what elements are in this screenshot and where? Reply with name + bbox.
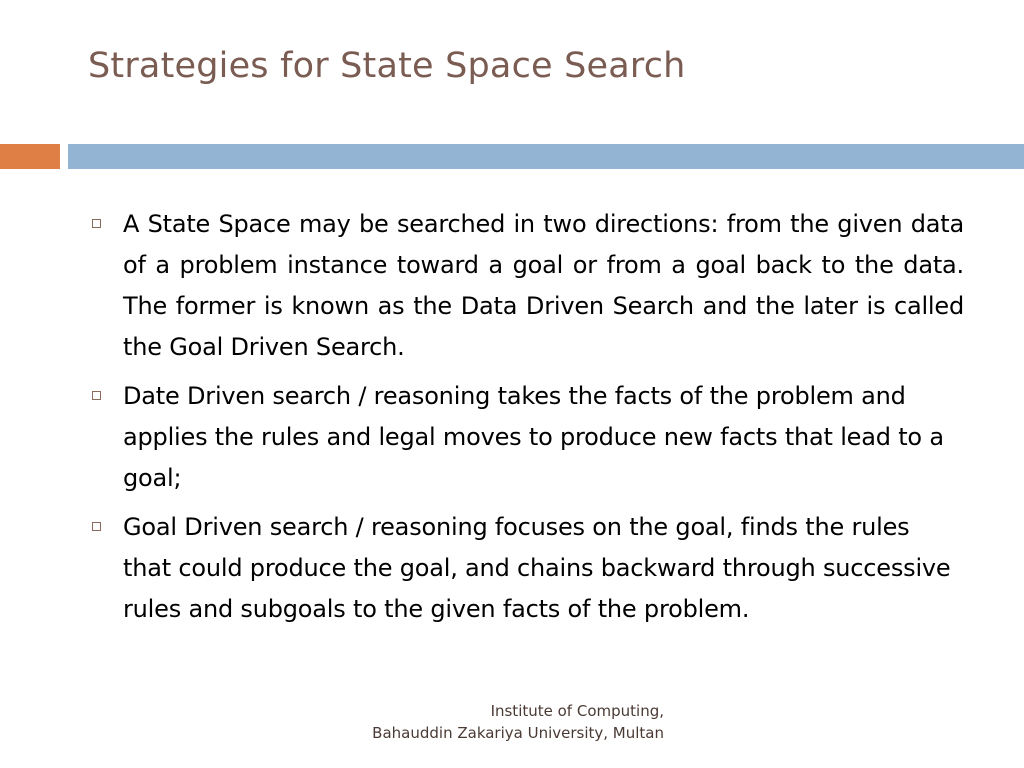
square-bullet-icon [92, 391, 101, 400]
footer-university: Bahauddin Zakariya University, Multan [372, 724, 664, 742]
bullet-text: A State Space may be searched in two directions: from the given data of a problem instance toward a goal or from a goal back to the data. The former is known as the Data Driven Search and the later is called the Goal Driven Search. [123, 210, 964, 361]
accent-bar [0, 144, 60, 169]
bullet-text: Date Driven search / reasoning takes the facts of the problem and applies the rules and legal moves to produce new facts that lead to a goal; [123, 382, 944, 492]
bullet-text: Goal Driven search / reasoning focuses on the goal, finds the rules that could produce the goal, and chains backward through successive rules and subgoals to the given facts of the problem. [123, 513, 951, 623]
footer-institute: Institute of Computing, [490, 702, 664, 720]
square-bullet-icon [92, 522, 101, 531]
title-divider-bar [68, 144, 1024, 169]
bullet-item [88, 507, 964, 630]
bullet-item [88, 376, 964, 499]
slide-title: Strategies for State Space Search [88, 46, 686, 86]
bullet-item [88, 204, 964, 368]
bullet-list [88, 204, 964, 638]
square-bullet-icon [92, 219, 101, 228]
footer [372, 700, 664, 744]
